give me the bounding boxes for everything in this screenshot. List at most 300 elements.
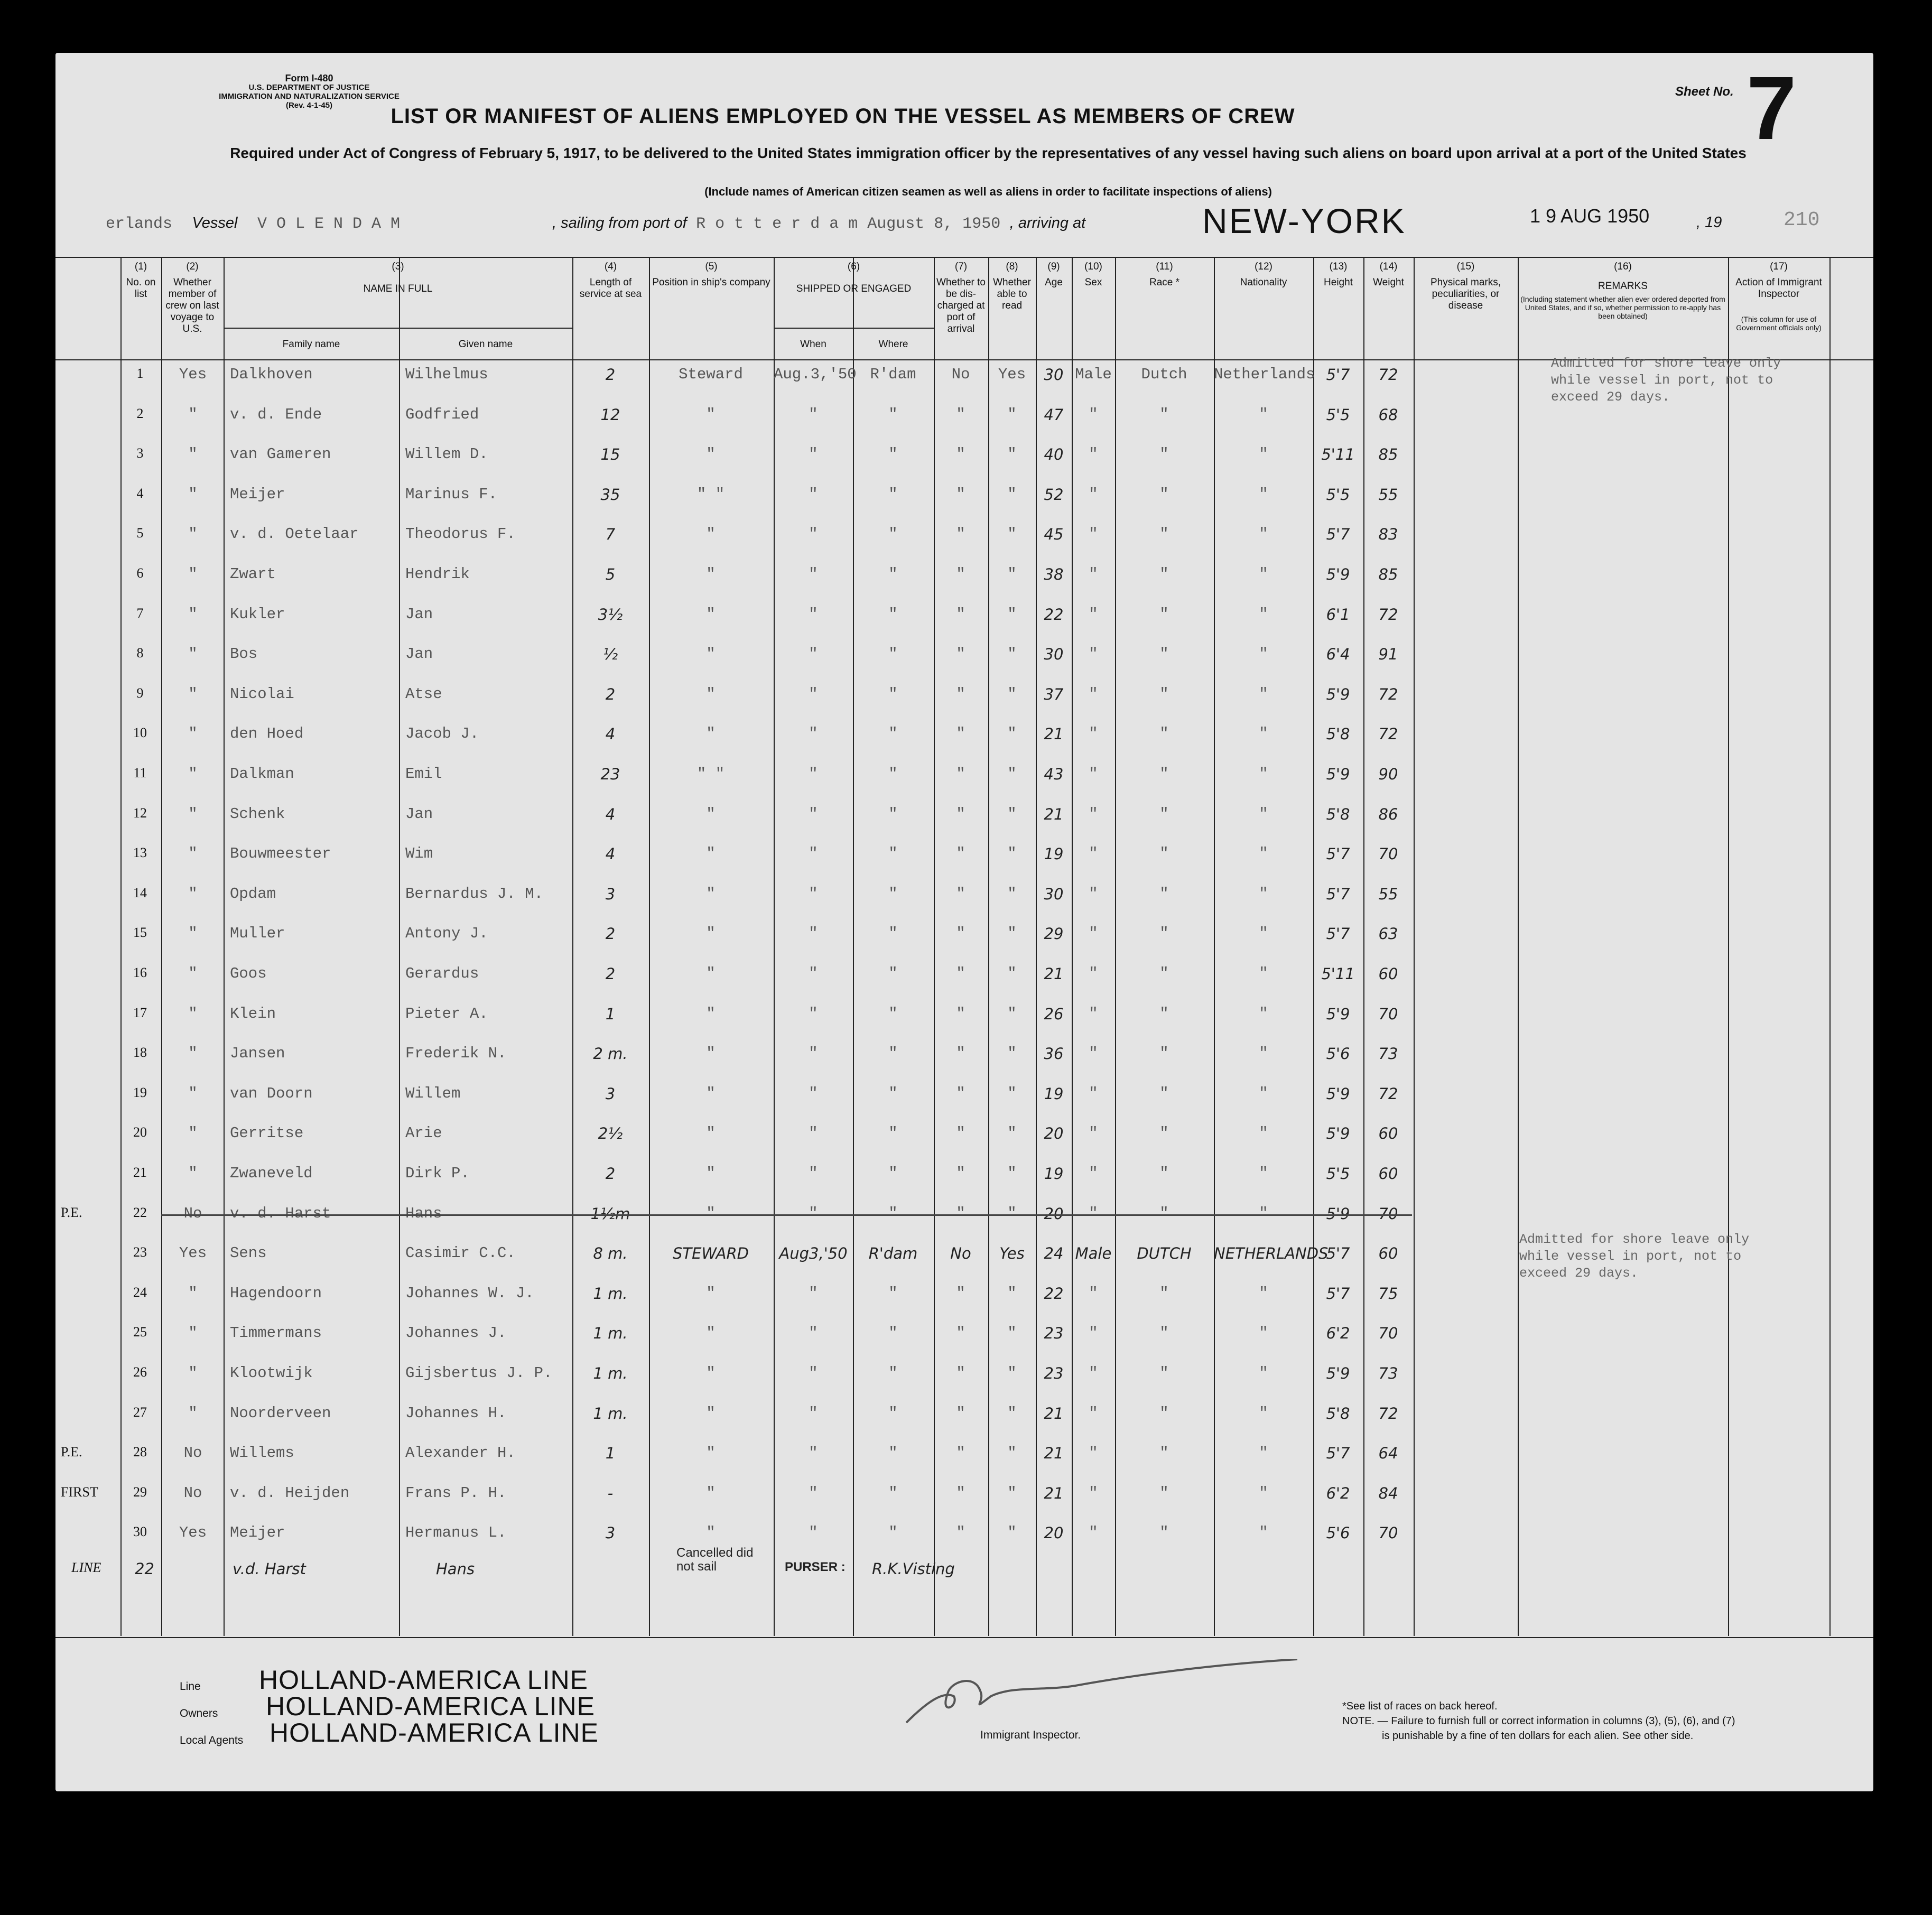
length-of-service: 1 m.: [593, 1284, 628, 1303]
family-name: Hagendoorn: [230, 1284, 322, 1302]
column-header: Position in ship's company: [652, 277, 770, 288]
able-to-read: ": [1007, 1324, 1017, 1342]
column-number: (17): [1770, 261, 1788, 272]
column-rule: [120, 257, 122, 1636]
remark-row-1: Admitted for shore leave only while vessel in port, not to exceed 29 days.: [1551, 356, 1781, 405]
able-to-read: ": [1007, 1484, 1017, 1502]
shipped-where: ": [888, 1165, 898, 1182]
length-of-service: 1 m.: [593, 1404, 628, 1423]
race: Dutch: [1141, 366, 1187, 383]
row-number: 17: [133, 1005, 147, 1020]
weight: 60: [1378, 1124, 1398, 1143]
able-to-read: ": [1007, 725, 1017, 743]
sex: ": [1089, 1005, 1098, 1022]
crew-last-voyage: Yes: [179, 1244, 207, 1262]
nationality: ": [1259, 1084, 1268, 1102]
nationality: ": [1259, 965, 1268, 982]
row-number: 7: [136, 605, 144, 621]
row-number: 14: [133, 885, 147, 900]
weight: 75: [1378, 1284, 1398, 1303]
shipped-where: ": [888, 845, 898, 863]
race: ": [1159, 645, 1169, 663]
column-rule: [1115, 257, 1116, 1636]
position: STEWARD: [673, 1244, 749, 1263]
row-number: 27: [133, 1404, 147, 1420]
able-to-read: ": [1007, 1444, 1017, 1462]
family-name: v. d. Ende: [230, 405, 322, 423]
sex: ": [1089, 965, 1098, 982]
shipped-where: ": [888, 485, 898, 503]
discharged: No: [951, 366, 970, 383]
discharged: ": [956, 1364, 965, 1382]
nationality: ": [1259, 1364, 1268, 1382]
subheader-where: Where: [878, 339, 908, 350]
height: 5'5: [1326, 485, 1350, 504]
able-to-read: ": [1007, 1284, 1017, 1302]
length-of-service: ½: [602, 645, 618, 664]
weight: 60: [1378, 965, 1398, 983]
length-of-service: 2: [605, 925, 616, 943]
able-to-read: ": [1007, 805, 1017, 823]
height: 5'11: [1321, 445, 1355, 464]
column-header: Sex: [1084, 277, 1102, 288]
column-number: (6): [847, 261, 860, 272]
length-of-service: 2: [605, 1165, 616, 1183]
family-name: Willems: [230, 1444, 294, 1462]
crew-last-voyage: ": [188, 445, 198, 463]
row-number: 24: [133, 1284, 147, 1300]
given-name: Johannes H.: [405, 1404, 507, 1422]
column-header: Height: [1324, 277, 1353, 288]
nationality: ": [1259, 485, 1268, 503]
height: 5'7: [1326, 525, 1350, 544]
crew-last-voyage: ": [188, 1084, 198, 1102]
column-number: (15): [1456, 261, 1475, 272]
column-number: (7): [954, 261, 968, 272]
discharged: ": [956, 965, 965, 982]
shipped-where: ": [888, 1324, 898, 1342]
row-number: 23: [133, 1244, 147, 1260]
height: 5'9: [1326, 1084, 1350, 1103]
shipped-when: ": [809, 885, 818, 903]
sex: ": [1089, 1444, 1098, 1462]
discharged: ": [956, 1404, 965, 1422]
year-label: , 19: [1696, 214, 1722, 231]
given-name: Frederik N.: [405, 1045, 507, 1063]
crew-last-voyage: ": [188, 645, 198, 663]
shipped-where: ": [888, 1524, 898, 1542]
extra-row-number: 22: [135, 1560, 154, 1578]
height: 6'4: [1326, 645, 1350, 664]
race: ": [1159, 1524, 1169, 1542]
weight: 72: [1378, 1404, 1398, 1423]
length-of-service: 2: [605, 366, 616, 384]
discharged: ": [956, 765, 965, 783]
position: ": [706, 1484, 716, 1502]
shipped-when: ": [809, 565, 818, 583]
shipped-when: Aug.3,'50: [774, 366, 857, 383]
shipped-when: Aug3,'50: [779, 1244, 848, 1263]
family-name: Bouwmeester: [230, 845, 331, 863]
discharged: ": [956, 485, 965, 503]
column-header: Whether to be dis-charged at port of arrival: [936, 277, 986, 334]
position: ": [706, 1524, 716, 1542]
crew-last-voyage: ": [188, 405, 198, 423]
height: 5'9: [1326, 765, 1350, 783]
nationality: ": [1259, 805, 1268, 823]
strikethrough-line: [161, 1214, 1412, 1216]
age: 38: [1044, 565, 1064, 583]
column-number: (4): [604, 261, 617, 272]
discharged: ": [956, 1444, 965, 1462]
height: 5'6: [1326, 1045, 1350, 1063]
given-name: Pieter A.: [405, 1005, 488, 1022]
crew-last-voyage: No: [183, 1204, 202, 1222]
position: ": [706, 1444, 716, 1462]
row-number: 16: [133, 965, 147, 980]
column-header: Length of service at sea: [579, 277, 642, 300]
length-of-service: 4: [605, 805, 616, 823]
column-number: (10): [1084, 261, 1102, 272]
shipped-when: ": [809, 1404, 818, 1422]
sex: ": [1089, 1484, 1098, 1502]
nationality: ": [1259, 1284, 1268, 1302]
nationality: ": [1259, 565, 1268, 583]
sex: ": [1089, 925, 1098, 943]
shipped-where: ": [888, 765, 898, 783]
purser-signature: R.K.Visting: [872, 1560, 955, 1578]
length-of-service: 1½m: [590, 1204, 630, 1223]
shipped-where: ": [888, 1484, 898, 1502]
row-number: 26: [133, 1364, 147, 1380]
line-name: HOLLAND-AMERICA LINE: [259, 1665, 588, 1695]
nationality: ": [1259, 1404, 1268, 1422]
sex: ": [1089, 1524, 1098, 1542]
shipped-when: ": [809, 765, 818, 783]
family-name: Goos: [230, 965, 267, 982]
height: 5'7: [1326, 1284, 1350, 1303]
line-label: Line: [180, 1680, 201, 1693]
given-name: Dirk P.: [405, 1165, 470, 1182]
family-name: Meijer: [230, 485, 285, 503]
column-rule: [649, 257, 650, 1636]
able-to-read: ": [1007, 765, 1017, 783]
crew-last-voyage: ": [188, 805, 198, 823]
position: ": [706, 845, 716, 863]
position: ": [706, 1404, 716, 1422]
position: ": [706, 965, 716, 982]
age: 21: [1044, 725, 1064, 743]
shipped-when: ": [809, 845, 818, 863]
race: ": [1159, 845, 1169, 863]
shipped-when: ": [809, 1045, 818, 1063]
length-of-service: 3: [605, 1524, 616, 1542]
position: ": [706, 605, 716, 623]
discharged: ": [956, 725, 965, 743]
age: 40: [1044, 445, 1064, 464]
row-number: 29: [133, 1484, 147, 1500]
row-number: 21: [133, 1165, 147, 1180]
weight: 64: [1378, 1444, 1398, 1463]
crew-last-voyage: ": [188, 565, 198, 583]
sex: ": [1089, 445, 1098, 463]
column-rule: [988, 257, 989, 1636]
shipped-when: ": [809, 1084, 818, 1102]
length-of-service: 2½: [598, 1124, 623, 1143]
sex: ": [1089, 1165, 1098, 1182]
row-number: 4: [136, 485, 144, 501]
age: 37: [1044, 685, 1064, 703]
length-of-service: 2: [605, 685, 616, 703]
sex: ": [1089, 845, 1098, 863]
shipped-when: ": [809, 1444, 818, 1462]
length-of-service: 8 m.: [593, 1244, 628, 1263]
penalty-note: NOTE. — Failure to furnish full or correct information in columns (3), (5), (6), and (7): [1342, 1715, 1735, 1727]
row-number: 15: [133, 925, 147, 941]
given-name: Wim: [405, 845, 433, 863]
subtitle-act: Required under Act of Congress of February 5, 1917, to be delivered to the United States immigration officer by the representatives of any vessel having such aliens on board upon arrival at a port of the United States: [230, 145, 1747, 161]
race: ": [1159, 1204, 1169, 1222]
discharged: ": [956, 805, 965, 823]
family-name: Meijer: [230, 1524, 285, 1542]
sex: ": [1089, 725, 1098, 743]
age: 19: [1044, 1084, 1064, 1103]
row-number: 11: [133, 765, 147, 780]
position: ": [706, 1204, 716, 1222]
crew-last-voyage: ": [188, 685, 198, 703]
column-header: Whether member of crew on last voyage to U.S.: [165, 277, 219, 334]
age: 20: [1044, 1124, 1064, 1143]
weight: 72: [1378, 685, 1398, 703]
purser-label: PURSER :: [785, 1560, 846, 1574]
nationality: ": [1259, 685, 1268, 703]
weight: 70: [1378, 845, 1398, 863]
height: 5'9: [1326, 565, 1350, 583]
shipped-where: ": [888, 605, 898, 623]
discharged: ": [956, 1005, 965, 1022]
subheader-given: Given name: [458, 339, 513, 350]
sex: Male: [1075, 366, 1112, 383]
vessel-flag: erlands: [106, 215, 173, 233]
weight: 60: [1378, 1165, 1398, 1183]
height: 5'7: [1326, 366, 1350, 384]
row-number: 12: [133, 805, 147, 821]
length-of-service: 2 m.: [593, 1045, 628, 1063]
crew-last-voyage: ": [188, 1165, 198, 1182]
shipped-when: ": [809, 1524, 818, 1542]
family-name: v. d. Harst: [230, 1204, 331, 1222]
weight: 85: [1378, 565, 1398, 583]
given-name: Jan: [405, 605, 433, 623]
row-number: 2: [136, 405, 144, 421]
shipped-where: ": [888, 1404, 898, 1422]
discharged: ": [956, 1484, 965, 1502]
column-rule: [853, 257, 854, 1636]
page-reference: 210: [1784, 209, 1820, 231]
weight: 55: [1378, 485, 1398, 504]
age: 22: [1044, 1284, 1064, 1303]
column-rule: [1414, 257, 1415, 1636]
shipped-when: ": [809, 1204, 818, 1222]
column-rule: [224, 257, 225, 1636]
row-number: 20: [133, 1124, 147, 1140]
crew-last-voyage: ": [188, 485, 198, 503]
length-of-service: 4: [605, 845, 616, 863]
height: 5'8: [1326, 805, 1350, 823]
shipped-when: ": [809, 1165, 818, 1182]
crew-last-voyage: ": [188, 1364, 198, 1382]
given-name: Wilhelmus: [405, 366, 488, 383]
crew-last-voyage: ": [188, 765, 198, 783]
discharged: ": [956, 525, 965, 543]
crew-last-voyage: ": [188, 925, 198, 943]
given-name: Jan: [405, 805, 433, 823]
able-to-read: Yes: [998, 366, 1026, 383]
height: 5'8: [1326, 1404, 1350, 1423]
penalty-note-cont: is punishable by a fine of ten dollars for each alien. See other side.: [1382, 1730, 1694, 1742]
sex: ": [1089, 1084, 1098, 1102]
discharged: ": [956, 925, 965, 943]
weight: 70: [1378, 1005, 1398, 1023]
given-name: Emil: [405, 765, 442, 783]
age: 45: [1044, 525, 1064, 544]
given-name: Casimir C.C.: [405, 1244, 516, 1262]
shipped-when: ": [809, 965, 818, 982]
row-number: 22: [133, 1204, 147, 1220]
position: ": [706, 805, 716, 823]
able-to-read: ": [1007, 645, 1017, 663]
nationality: ": [1259, 1005, 1268, 1022]
discharged: ": [956, 1524, 965, 1542]
crew-last-voyage: ": [188, 1005, 198, 1022]
sex: ": [1089, 805, 1098, 823]
race: ": [1159, 1484, 1169, 1502]
race: ": [1159, 805, 1169, 823]
weight: 91: [1378, 645, 1398, 664]
remarks-subnote: (Including statement whether alien ever ordered deported from United States, and if so, whether permission to re-apply has been obtained): [1520, 295, 1725, 320]
discharged: ": [956, 405, 965, 423]
position: " ": [696, 765, 725, 783]
able-to-read: ": [1007, 1524, 1017, 1542]
sex: ": [1089, 525, 1098, 543]
weight: 70: [1378, 1524, 1398, 1542]
race: ": [1159, 605, 1169, 623]
age: 30: [1044, 645, 1064, 664]
length-of-service: 3½: [598, 605, 623, 624]
name-subheader-rule: [224, 328, 572, 329]
discharged: ": [956, 1165, 965, 1182]
shipped-when: ": [809, 685, 818, 703]
family-name: Zwaneveld: [230, 1165, 313, 1182]
discharged: ": [956, 565, 965, 583]
immigrant-inspector-label: Immigrant Inspector.: [980, 1729, 1081, 1741]
race: ": [1159, 1444, 1169, 1462]
height: 5'7: [1326, 1244, 1350, 1263]
vessel-line: [106, 214, 400, 233]
crew-last-voyage: ": [188, 525, 198, 543]
age: 43: [1044, 765, 1064, 783]
nationality: ": [1259, 725, 1268, 743]
form-rev: (Rev. 4-1-45): [285, 101, 333, 110]
family-name: Muller: [230, 925, 285, 943]
family-name: Klein: [230, 1005, 276, 1022]
discharged: ": [956, 885, 965, 903]
discharged: ": [956, 445, 965, 463]
weight: 86: [1378, 805, 1398, 823]
given-name: Hendrik: [405, 565, 470, 583]
column-rule: [1363, 257, 1364, 1636]
nationality: ": [1259, 405, 1268, 423]
column-number: (3): [392, 261, 404, 272]
discharged: ": [956, 605, 965, 623]
column-rule: [1072, 257, 1073, 1636]
weight: 60: [1378, 1244, 1398, 1263]
shipped-when: ": [809, 1005, 818, 1022]
age: 23: [1044, 1364, 1064, 1382]
shipped-where: ": [888, 1444, 898, 1462]
column-number: (9): [1047, 261, 1060, 272]
height: 6'2: [1326, 1484, 1350, 1502]
discharged: ": [956, 1284, 965, 1302]
sex: ": [1089, 1404, 1098, 1422]
subheader-when: When: [800, 339, 826, 350]
race: ": [1159, 1404, 1169, 1422]
column-header: Action of Immigrant Inspector: [1735, 277, 1822, 300]
column-rule: [1214, 257, 1215, 1636]
weight: 83: [1378, 525, 1398, 544]
weight: 72: [1378, 605, 1398, 624]
shipped-where: ": [888, 885, 898, 903]
sex: ": [1089, 685, 1098, 703]
age: 47: [1044, 405, 1064, 424]
row-number: 18: [133, 1045, 147, 1061]
shipped-where: ": [888, 925, 898, 943]
given-name: Jacob J.: [405, 725, 479, 743]
form-service: IMMIGRATION AND NATURALIZATION SERVICE: [219, 92, 400, 101]
given-name: Hermanus L.: [405, 1524, 507, 1542]
sex: ": [1089, 885, 1098, 903]
length-of-service: 2: [605, 965, 616, 983]
height: 5'9: [1326, 685, 1350, 703]
discharged: ": [956, 645, 965, 663]
shipped-when: ": [809, 405, 818, 423]
nationality: ": [1259, 845, 1268, 863]
race: ": [1159, 1124, 1169, 1142]
shipped-where: R'dam: [870, 366, 916, 383]
shipped-where: ": [888, 1204, 898, 1222]
race: ": [1159, 565, 1169, 583]
shipped-when: ": [809, 1124, 818, 1142]
race: ": [1159, 525, 1169, 543]
row-number: 30: [133, 1524, 147, 1540]
crew-last-voyage: ": [188, 725, 198, 743]
discharged: ": [956, 1204, 965, 1222]
family-name: van Gameren: [230, 445, 331, 463]
sheet-number: 7: [1747, 58, 1797, 159]
column-rule: [161, 257, 162, 1636]
row-margin-note: FIRST: [61, 1484, 98, 1500]
position: ": [706, 725, 716, 743]
age: 23: [1044, 1324, 1064, 1343]
weight: 70: [1378, 1204, 1398, 1223]
arriving-label: , arriving at: [1009, 215, 1086, 231]
sailing-label: , sailing from port of: [552, 215, 687, 231]
family-name: van Doorn: [230, 1084, 313, 1102]
position: " ": [696, 485, 725, 503]
extra-row-margin: LINE: [71, 1560, 101, 1575]
length-of-service: 1: [605, 1444, 616, 1463]
given-name: Godfried: [405, 405, 479, 423]
